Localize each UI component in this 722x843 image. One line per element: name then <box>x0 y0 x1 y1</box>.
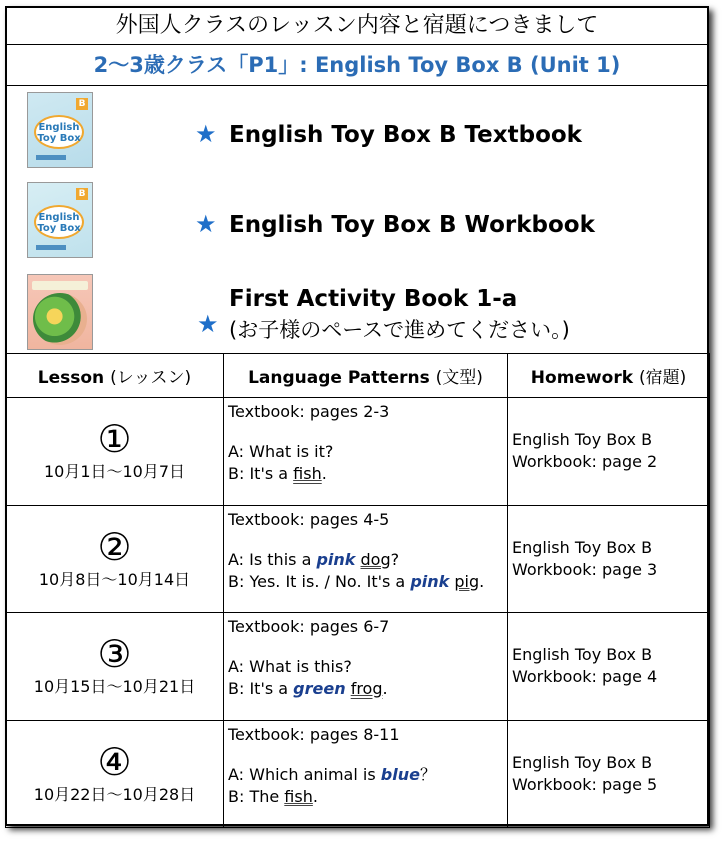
pattern-cell <box>224 613 508 721</box>
homework-book: English Toy Box B <box>512 645 653 665</box>
page-title: 外国人クラスのレッスン内容と宿題につきまして <box>7 8 707 45</box>
document-frame <box>5 6 709 826</box>
cover-word: English <box>38 122 80 133</box>
lesson-cell <box>6 505 224 613</box>
homework-book: English Toy Box B <box>512 752 653 772</box>
pattern-b: B: Yes. It is. / No. It's a pink pig. <box>228 571 485 591</box>
book-label: English Toy Box B Workbook <box>229 212 595 238</box>
textbook-pages: Textbook: pages 4-5 <box>228 509 390 529</box>
homework-book: English Toy Box B <box>512 537 653 557</box>
activity-book-cover-icon <box>27 274 93 350</box>
lesson-number: ④ <box>97 739 132 784</box>
homework-page: Workbook: page 5 <box>512 774 658 794</box>
table-row <box>6 720 710 828</box>
lesson-number: ③ <box>97 632 132 677</box>
cover-word: English <box>38 212 80 223</box>
workbook-cover-icon <box>27 182 93 258</box>
book-note: (お子様のペースで進めてください。) <box>229 318 570 342</box>
lesson-dates: 10月8日〜10月14日 <box>38 569 191 589</box>
cover-strip <box>36 245 66 250</box>
header-language-patterns: Language Patterns (文型) <box>224 354 508 398</box>
lesson-table <box>5 353 710 828</box>
pattern-a: A: Is this a pink dog? <box>228 549 400 569</box>
header-lesson: Lesson (レッスン) <box>6 354 224 398</box>
cover-illustration <box>33 293 87 345</box>
homework-cell <box>508 505 710 613</box>
lesson-number: ① <box>97 417 132 462</box>
pattern-b: B: The fish. <box>228 786 318 806</box>
cover-word: Toy Box <box>37 223 81 234</box>
lesson-cell <box>6 398 224 506</box>
pattern-cell <box>224 398 508 506</box>
cover-logo <box>34 115 84 149</box>
pattern-b: B: It's a fish. <box>228 464 327 483</box>
table-row <box>6 505 710 613</box>
pattern-a: A: What is this? <box>228 657 352 676</box>
header-homework: Homework (宿題) <box>508 354 710 398</box>
textbook-pages: Textbook: pages 2-3 <box>228 402 390 421</box>
cover-badge: B <box>76 188 88 200</box>
table-row <box>6 613 710 721</box>
book-row-activity-book <box>7 270 707 354</box>
pattern-a: A: Which animal is blue？ <box>228 764 436 784</box>
book-label: English Toy Box B Textbook <box>229 122 582 148</box>
homework-cell <box>508 720 710 828</box>
book-row-textbook <box>7 88 707 176</box>
star-icon: ★ <box>197 310 219 338</box>
book-row-workbook <box>7 178 707 266</box>
lesson-cell <box>6 720 224 828</box>
cover-title-bar <box>32 281 88 290</box>
star-icon: ★ <box>195 120 217 148</box>
lesson-dates: 10月1日〜10月7日 <box>43 462 186 482</box>
pattern-a: A: What is it? <box>228 442 334 461</box>
homework-page: Workbook: page 4 <box>512 667 658 687</box>
cover-badge: B <box>76 98 88 110</box>
homework-cell <box>508 613 710 721</box>
cover-word: Toy Box <box>37 133 81 144</box>
lesson-number: ② <box>97 524 132 569</box>
book-label: First Activity Book 1-a <box>229 286 518 312</box>
table-header-row <box>6 354 710 398</box>
textbook-pages: Textbook: pages 8-11 <box>228 724 400 744</box>
class-subtitle: 2〜3歳クラス「P1」: English Toy Box B (Unit 1) <box>7 45 707 86</box>
homework-cell <box>508 398 710 506</box>
lesson-dates: 10月22日〜10月28日 <box>33 784 196 804</box>
pattern-cell <box>224 720 508 828</box>
homework-page: Workbook: page 2 <box>512 452 658 472</box>
textbook-cover-icon <box>27 92 93 168</box>
lesson-cell <box>6 613 224 721</box>
table-row <box>6 398 710 506</box>
lesson-dates: 10月15日〜10月21日 <box>33 677 196 697</box>
star-icon: ★ <box>195 210 217 238</box>
textbook-pages: Textbook: pages 6-7 <box>228 617 390 636</box>
pattern-cell <box>224 505 508 613</box>
cover-strip <box>36 155 66 160</box>
homework-page: Workbook: page 3 <box>512 559 658 579</box>
cover-logo <box>34 205 84 239</box>
pattern-b: B: It's a green frog. <box>228 679 388 698</box>
homework-book: English Toy Box B <box>512 430 653 450</box>
